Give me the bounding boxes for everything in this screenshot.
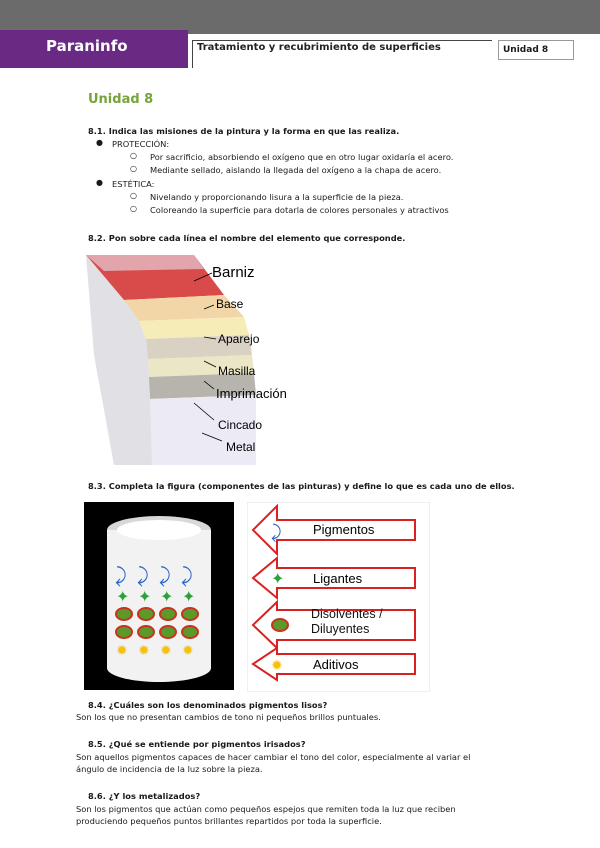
svg-text:⤸: ⤸: [159, 565, 171, 587]
header-bar: [0, 0, 600, 34]
bullet-dot-icon: ●: [96, 178, 103, 187]
additive-icon: ✹: [271, 657, 283, 673]
list-item: Por sacrificio, absorbiendo el oxígeno que en otro lugar oxidaría el acero.: [150, 152, 454, 162]
list-item: Mediante sellado, aislando la llegada del oxígeno a la chapa de acero.: [150, 165, 442, 175]
answer-8-4: Son los que no presentan cambios de tono ni pequeños brillos puntuales.: [76, 712, 381, 722]
layer-label: Metal: [226, 440, 256, 454]
bullet-circle-icon: ○: [130, 164, 137, 173]
layer-label: Cincado: [218, 418, 263, 432]
svg-text:✦: ✦: [138, 589, 152, 606]
svg-text:✦: ✦: [160, 589, 174, 606]
binder-icon: ✦: [271, 571, 285, 588]
svg-text:✦: ✦: [182, 589, 196, 606]
header-unit: Unidad 8: [498, 40, 574, 60]
component-label: Disolventes / Diluyentes: [311, 607, 383, 636]
bullet-circle-icon: ○: [130, 151, 137, 160]
paint-layers-figure: [84, 255, 314, 470]
question-8-6: 8.6. ¿Y los metalizados?: [88, 791, 201, 801]
answer-8-6-line: Son los pigmentos que actúan como pequeños espejos que remiten toda la luz que reciben: [76, 804, 456, 814]
list-item: Nivelando y proporcionando lisura a la superficie de la pieza.: [150, 192, 404, 202]
bullet-circle-icon: ○: [130, 191, 137, 200]
question-8-3: 8.3. Completa la figura (componentes de las pinturas) y define lo que es cada uno de ellos.: [88, 481, 515, 491]
bullet-dot-icon: ●: [96, 138, 103, 147]
question-8-4: 8.4. ¿Cuáles son los denominados pigmentos lisos?: [88, 700, 328, 710]
question-8-1: 8.1. Indica las misiones de la pintura y la forma en que las realiza.: [88, 126, 400, 136]
question-8-5: 8.5. ¿Qué se entiende por pigmentos irisados?: [88, 739, 306, 749]
header-title: Tratamiento y recubrimiento de superficies: [192, 40, 492, 68]
svg-text:✦: ✦: [116, 589, 130, 606]
layer-label: Aparejo: [218, 332, 260, 346]
svg-text:✹: ✹: [160, 642, 172, 658]
component-label: Pigmentos: [313, 522, 375, 537]
components-legend-figure: [247, 502, 430, 692]
brand-logo: Paraninfo: [46, 37, 128, 55]
svg-text:✹: ✹: [138, 642, 150, 658]
answer-8-5-line: Son aquellos pigmentos capaces de hacer cambiar el tono del color, especialmente al variar el: [76, 752, 471, 762]
layer-label: Masilla: [218, 364, 256, 378]
answer-8-6-line: produciendo pequeños puntos brillantes repartidos por toda la superficie.: [76, 816, 382, 826]
list-item: Coloreando la superficie para dotarla de colores personales y atractivos: [150, 205, 449, 215]
svg-text:⤸: ⤸: [181, 565, 193, 587]
layer-label: Base: [216, 297, 244, 311]
layer-label: Barniz: [212, 264, 255, 281]
component-label: Ligantes: [313, 571, 363, 586]
group-label-proteccion: PROTECCIÓN:: [112, 139, 170, 149]
bullet-circle-icon: ○: [130, 204, 137, 213]
svg-text:✹: ✹: [182, 642, 194, 658]
paint-can-figure: [84, 502, 234, 690]
layer-label: Imprimación: [216, 386, 287, 401]
solvent-icon: [272, 619, 288, 631]
unit-heading: Unidad 8: [88, 92, 154, 107]
component-label: Aditivos: [313, 657, 359, 672]
answer-8-5-line: ángulo de incidencia de la luz sobre la pieza.: [76, 764, 263, 774]
pigment-icon: ⤸: [271, 522, 282, 542]
group-label-estetica: ESTÉTICA:: [112, 179, 155, 189]
svg-text:✹: ✹: [116, 642, 128, 658]
brand-block: [0, 30, 188, 68]
svg-text:⤸: ⤸: [115, 565, 127, 587]
svg-text:⤸: ⤸: [137, 565, 149, 587]
question-8-2: 8.2. Pon sobre cada línea el nombre del elemento que corresponde.: [88, 233, 406, 243]
